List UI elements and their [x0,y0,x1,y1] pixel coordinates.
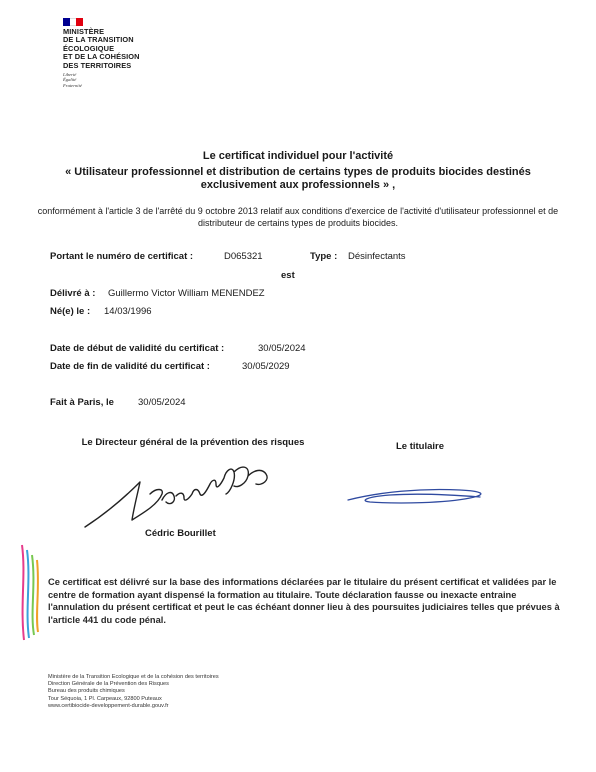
delivered-label: Délivré à : [50,288,96,299]
ministry-line: ÉCOLOGIQUE [63,43,115,53]
cert-number-label: Portant le numéro de certificat : [50,251,194,262]
motto-line: Fraternité [63,82,82,88]
motto-line: Liberté [63,72,77,77]
cert-number-value: D065321 [224,251,263,262]
motto-line: Égalité [63,77,77,83]
holder-signature [340,480,500,510]
director-name: Cédric Bourillet [145,528,216,539]
issue-date-value: 30/05/2024 [138,397,186,408]
footer-line: Bureau des produits chimiques [48,688,125,695]
est-label: est [281,270,295,281]
ministry-line: ET DE LA COHÉSION [63,52,140,62]
footer-line: Direction Générale de la Prévention des Risques [48,681,169,688]
ministry-line: MINISTÈRE [63,27,105,36]
regulation-reference: conformément à l'article 3 de l'arrêté du 9 octobre 2013 relatif aux conditions d'exercice de l'activité d'utilisateur professionnel et de distributeur de certains types de produits biocides. [37,206,559,228]
validity-end-label: Date de fin de validité du certificat : [50,361,210,372]
footer-line: Ministère de la Transition Ecologique et de la cohésion des territoires [48,674,219,680]
validity-end-value: 30/05/2029 [242,361,290,372]
director-signature [80,452,280,537]
flag-blue [63,18,70,26]
director-title: Le Directeur général de la prévention des risques [81,437,305,448]
footer-line: Tour Séquoia, 1 Pl. Carpeaux, 92800 Puteaux [48,695,162,702]
republique-francaise-flag [63,18,83,26]
certificate-title: Le certificat individuel pour l'activité [202,150,394,162]
type-value: Désinfectants [348,251,406,262]
flag-red [76,18,83,26]
issue-place-label: Fait à Paris, le [50,397,114,408]
holder-signature-title: Le titulaire [395,441,445,452]
republic-motto [63,72,82,88]
holder-name: Guillermo Victor William MENENDEZ [108,288,265,299]
footer-address [48,674,219,710]
ministry-logo-text [63,28,163,70]
decorative-squiggle [18,540,42,645]
legal-notice: Ce certificat est délivré sur la base des informations déclarées par le titulaire du présent certificat et validées par le centre de formation ayant dispensé la formation au titulaire. Toute déclaration fausse ou inexacte entraine l'annulation du présent certificat et peut le cas échéant donner lieu à des poursuites judiciaires telles que prévues à l'article 441 du code pénal. [48,577,560,625]
ministry-line: DES TERRITOIRES [63,60,132,70]
validity-start-value: 30/05/2024 [258,343,306,354]
type-label: Type : [310,251,338,262]
footer-website-link[interactable]: www.certibiocide-developpement-durable.gouv.fr [48,702,169,709]
flag-white [70,18,77,26]
birthdate-label: Né(e) le : [50,306,91,317]
ministry-line: DE LA TRANSITION [63,35,134,45]
activity-title: « Utilisateur professionnel et distribution de certains types de produits biocides destinés exclusivement aux professionnels » , [65,166,531,191]
validity-start-label: Date de début de validité du certificat : [50,343,225,354]
birthdate-value: 14/03/1996 [104,306,152,317]
